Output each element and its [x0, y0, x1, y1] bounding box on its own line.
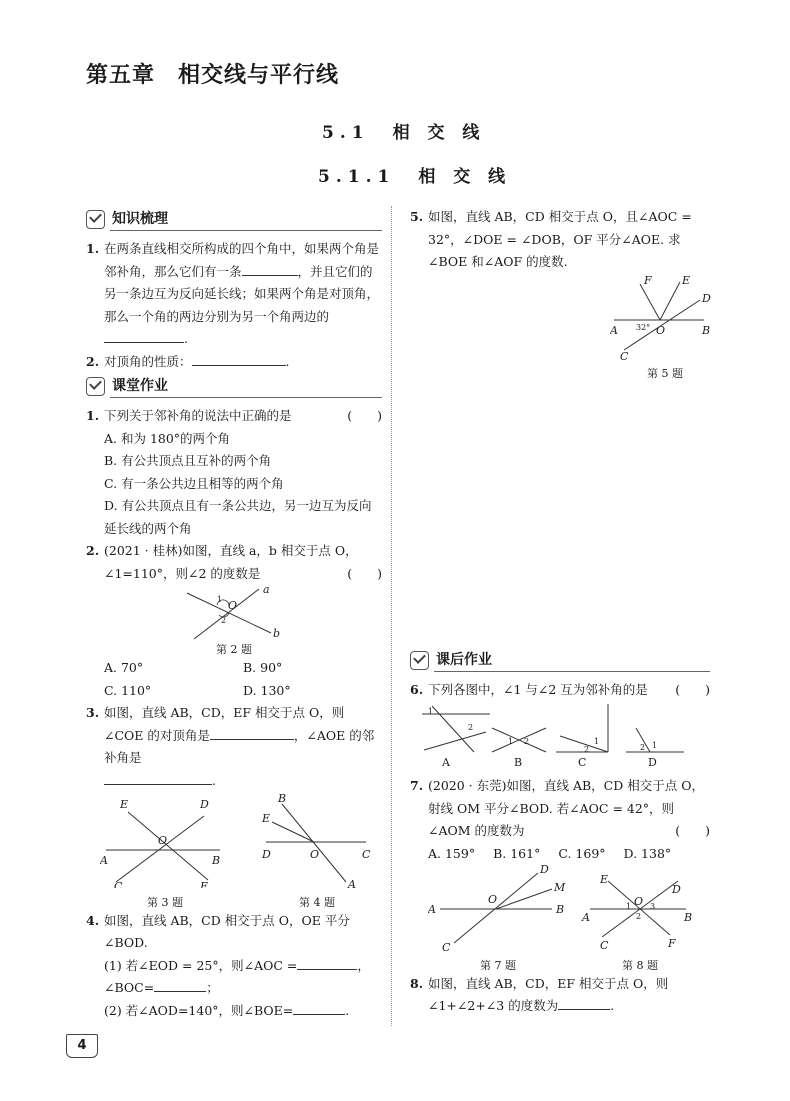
label-2: 2 — [221, 616, 227, 625]
figure-q4-wrap — [262, 792, 372, 910]
answer-paren[interactable]: ( ) — [347, 408, 382, 423]
question-number: 5. — [410, 209, 424, 224]
answer-blank[interactable] — [104, 328, 184, 343]
question-7 — [410, 775, 710, 843]
figure-q2 — [179, 585, 289, 643]
question-text: 如图，直线 AB，CD 相交于点 O，OE 平分∠BOD. — [104, 912, 350, 950]
checkbox-icon — [410, 651, 429, 670]
option-b: B. 有公共顶点且互补的两个角 — [104, 453, 272, 468]
question-k1 — [86, 238, 382, 351]
question-k2 — [86, 351, 382, 374]
answer-blank[interactable] — [210, 725, 294, 740]
label-2: 2 — [468, 722, 474, 732]
question-text: 在两条直线相交所构成的四个角中，如果两个角是邻补角，那么它们有一条 — [104, 241, 380, 279]
answer-paren[interactable]: ( ) — [347, 565, 382, 581]
label-1: 1 — [217, 595, 223, 604]
label-1: 1 — [594, 736, 600, 746]
label-2: 2 — [584, 744, 590, 754]
label-c: C — [600, 939, 609, 951]
figure-caption: 第 7 题 — [480, 958, 516, 972]
figure-q4 — [262, 792, 372, 888]
question-c4 — [86, 910, 382, 955]
label-f: F — [668, 937, 676, 950]
options-row — [410, 843, 710, 866]
question-number: 8. — [410, 975, 424, 991]
question-text: (2020 · 东莞)如图，直线 AB，CD 相交于点 O，射线 OM 平分∠BOD. 若∠AOC = 42°，则∠AOM 的度数为 — [428, 778, 704, 838]
label-b: B — [212, 854, 221, 867]
label-d: D — [672, 883, 681, 896]
label-o: O — [488, 893, 498, 906]
figure-q5-wrap — [610, 274, 720, 382]
question-number: 3. — [86, 705, 100, 720]
answer-paren[interactable]: ( ) — [675, 682, 710, 697]
label-2: 2 — [524, 736, 530, 746]
question-text: . — [610, 998, 615, 1013]
options-row — [86, 680, 382, 703]
figure-q5 — [610, 274, 720, 360]
answer-blank[interactable] — [558, 995, 610, 1010]
question-c3 — [86, 702, 382, 792]
label-e: E — [600, 873, 609, 886]
option-d: D. 有公共顶点且有一条公共边，另一边互为反向延长线的两个角 — [104, 498, 372, 536]
figures-row — [410, 865, 710, 973]
choice-c[interactable]: C — [578, 755, 587, 768]
question-text: . — [184, 331, 188, 346]
choice-b[interactable]: B — [514, 755, 523, 768]
figure-q7 — [428, 865, 568, 951]
answer-blank[interactable] — [104, 770, 212, 785]
question-number: 6. — [410, 682, 424, 697]
question-text: 如图，直线 AB，CD，EF 相交于点 O，则∠1+∠2+∠3 的度数为 — [428, 975, 669, 1013]
label-c: C — [114, 880, 123, 888]
option-a: A. 和为 180°的两个角 — [104, 430, 231, 446]
question-number: 4. — [86, 912, 100, 928]
option-c: C. 169° — [558, 845, 606, 861]
question-text: 下列关于邻补角的说法中正确的是 — [104, 408, 292, 423]
label-d: D — [540, 865, 549, 876]
question-number: 2. — [86, 543, 100, 558]
question-text: 如图，直线 AB，CD，EF 相交于点 O，则∠COE 的对顶角是 — [104, 705, 345, 743]
label-o: O — [310, 848, 320, 861]
label-a: A — [348, 878, 356, 888]
question-number: 1. — [86, 241, 100, 256]
label-b: B — [278, 792, 287, 805]
option-b: B. 90° — [243, 660, 283, 675]
sub-text: ， — [357, 957, 370, 973]
label-c: C — [442, 941, 451, 951]
section-header-classwork — [86, 375, 382, 401]
choice-d[interactable]: D — [648, 755, 657, 768]
label-f: F — [200, 880, 208, 888]
figure-caption: 第 2 题 — [216, 643, 252, 656]
question-text: 下列各图中，∠1 与∠2 互为邻补角的是 — [428, 682, 648, 697]
question-5 — [410, 206, 710, 274]
label-b: B — [684, 911, 693, 924]
label-a: A — [582, 911, 590, 924]
label-b: b — [273, 627, 281, 640]
option-d: D. 138° — [623, 845, 672, 861]
options-row — [86, 657, 382, 680]
sub-text: (2) 若∠AOD=140°，则∠BOE= — [104, 1002, 294, 1018]
left-column — [86, 206, 382, 1022]
sub-text: . — [345, 1002, 350, 1018]
question-text: 对顶角的性质： — [104, 353, 192, 369]
question-text: . — [285, 353, 290, 369]
sub-question-1 — [86, 955, 382, 1000]
label-e: E — [682, 273, 691, 287]
label-a: A — [428, 903, 436, 916]
section-header-knowledge — [86, 208, 382, 234]
answer-blank[interactable] — [192, 351, 286, 366]
label-b: B — [556, 903, 565, 916]
label-o: O — [158, 834, 168, 847]
header-rule — [110, 397, 382, 398]
label-a: a — [263, 585, 270, 596]
label-b: B — [702, 323, 711, 337]
question-text: ，并且它们的另一条边互为反向延长线；如果两个角是对顶角，那么一个角的两边分别为另一个角两边的 — [104, 263, 380, 324]
figures-row — [86, 792, 382, 910]
label-1: 1 — [508, 736, 514, 746]
figure-caption: 第 8 题 — [622, 958, 658, 972]
question-number: 1. — [86, 408, 100, 423]
column-divider — [391, 206, 392, 1026]
answer-blank[interactable] — [242, 261, 298, 276]
label-1: 1 — [626, 902, 632, 911]
question-number: 2. — [86, 353, 100, 369]
question-6 — [410, 679, 710, 702]
option-b: B. 161° — [493, 845, 541, 861]
figure-q8 — [580, 865, 700, 951]
label-c: C — [362, 848, 371, 861]
checkbox-icon — [86, 377, 105, 396]
right-column — [410, 206, 710, 1018]
answer-blank[interactable] — [154, 977, 206, 992]
label-2: 2 — [640, 742, 646, 752]
label-m: M — [554, 881, 566, 894]
label-2: 2 — [636, 912, 642, 921]
question-8 — [410, 973, 710, 1018]
section-label: 课后作业 — [436, 652, 492, 668]
label-o: O — [634, 895, 644, 908]
answer-space — [410, 381, 710, 647]
question-c2 — [86, 540, 382, 585]
subsection-title: 5.1.1 相 交 线 — [318, 167, 512, 187]
question-text: 如图，直线 AB，CD 相交于点 O，且∠AOC = 32°，∠DOE = ∠DOB，OF 平分∠AOE. 求∠BOE 和∠AOF 的度数. — [428, 209, 692, 269]
label-1: 1 — [652, 740, 658, 750]
answer-paren[interactable]: ( ) — [675, 823, 710, 838]
figure-q3 — [100, 792, 230, 888]
label-a: A — [100, 854, 108, 867]
figure-q7-wrap — [428, 865, 568, 973]
checkbox-icon — [86, 210, 105, 229]
answer-blank[interactable] — [297, 955, 357, 970]
answer-blank[interactable] — [293, 1000, 345, 1015]
label-c: C — [620, 349, 629, 360]
header-rule — [110, 230, 382, 231]
question-text: (2021 · 桂林)如图，直线 a，b 相交于点 O，∠1=110°，则∠2 的度数是 — [104, 543, 358, 581]
chapter-title: 第五章 相交线与平行线 — [86, 63, 340, 88]
question-number: 7. — [410, 778, 424, 793]
section-header-homework — [410, 649, 710, 675]
label-1: 1 — [428, 706, 434, 716]
option-d: D. 130° — [243, 682, 291, 698]
page-number-book-icon: 4 — [66, 1034, 98, 1058]
header-rule — [434, 671, 710, 672]
label-d: D — [200, 798, 209, 811]
label-e: E — [262, 812, 271, 825]
question-text: ，∠AOE 的邻补角是 — [104, 727, 375, 765]
label-o: O — [656, 323, 666, 337]
section-label: 课堂作业 — [112, 378, 168, 394]
figure-q3-wrap — [100, 792, 230, 910]
label-3: 3 — [650, 902, 656, 911]
label-d: D — [262, 848, 271, 861]
figure-q8-wrap — [580, 865, 700, 973]
section-label: 知识梳理 — [112, 211, 168, 227]
label-o: O — [228, 599, 238, 612]
option-c: C. 110° — [104, 682, 152, 698]
sub-text: (1) 若∠EOD = 25°，则∠AOC = — [104, 957, 298, 973]
figure-caption: 第 5 题 — [647, 367, 683, 380]
section-title: 5.1 相 交 线 — [322, 123, 486, 143]
sub-text: ； — [206, 980, 219, 995]
figure-caption: 第 4 题 — [299, 895, 335, 909]
label-a: A — [610, 323, 618, 337]
label-32deg: 32° — [636, 322, 651, 332]
sub-text: ∠BOC= — [104, 980, 155, 995]
label-f: F — [644, 273, 652, 287]
question-c1 — [86, 405, 382, 428]
figure-caption: 第 3 题 — [147, 895, 183, 909]
question-text: . — [212, 772, 216, 788]
sub-question-2 — [86, 1000, 382, 1023]
option-a: A. 70° — [104, 660, 144, 675]
label-e: E — [120, 798, 129, 811]
choice-a[interactable]: A — [442, 755, 450, 768]
option-c: C. 有一条公共边且相等的两个角 — [104, 475, 284, 491]
label-d: D — [702, 291, 711, 305]
figure-q6 — [410, 702, 710, 768]
option-a: A. 159° — [428, 845, 476, 861]
